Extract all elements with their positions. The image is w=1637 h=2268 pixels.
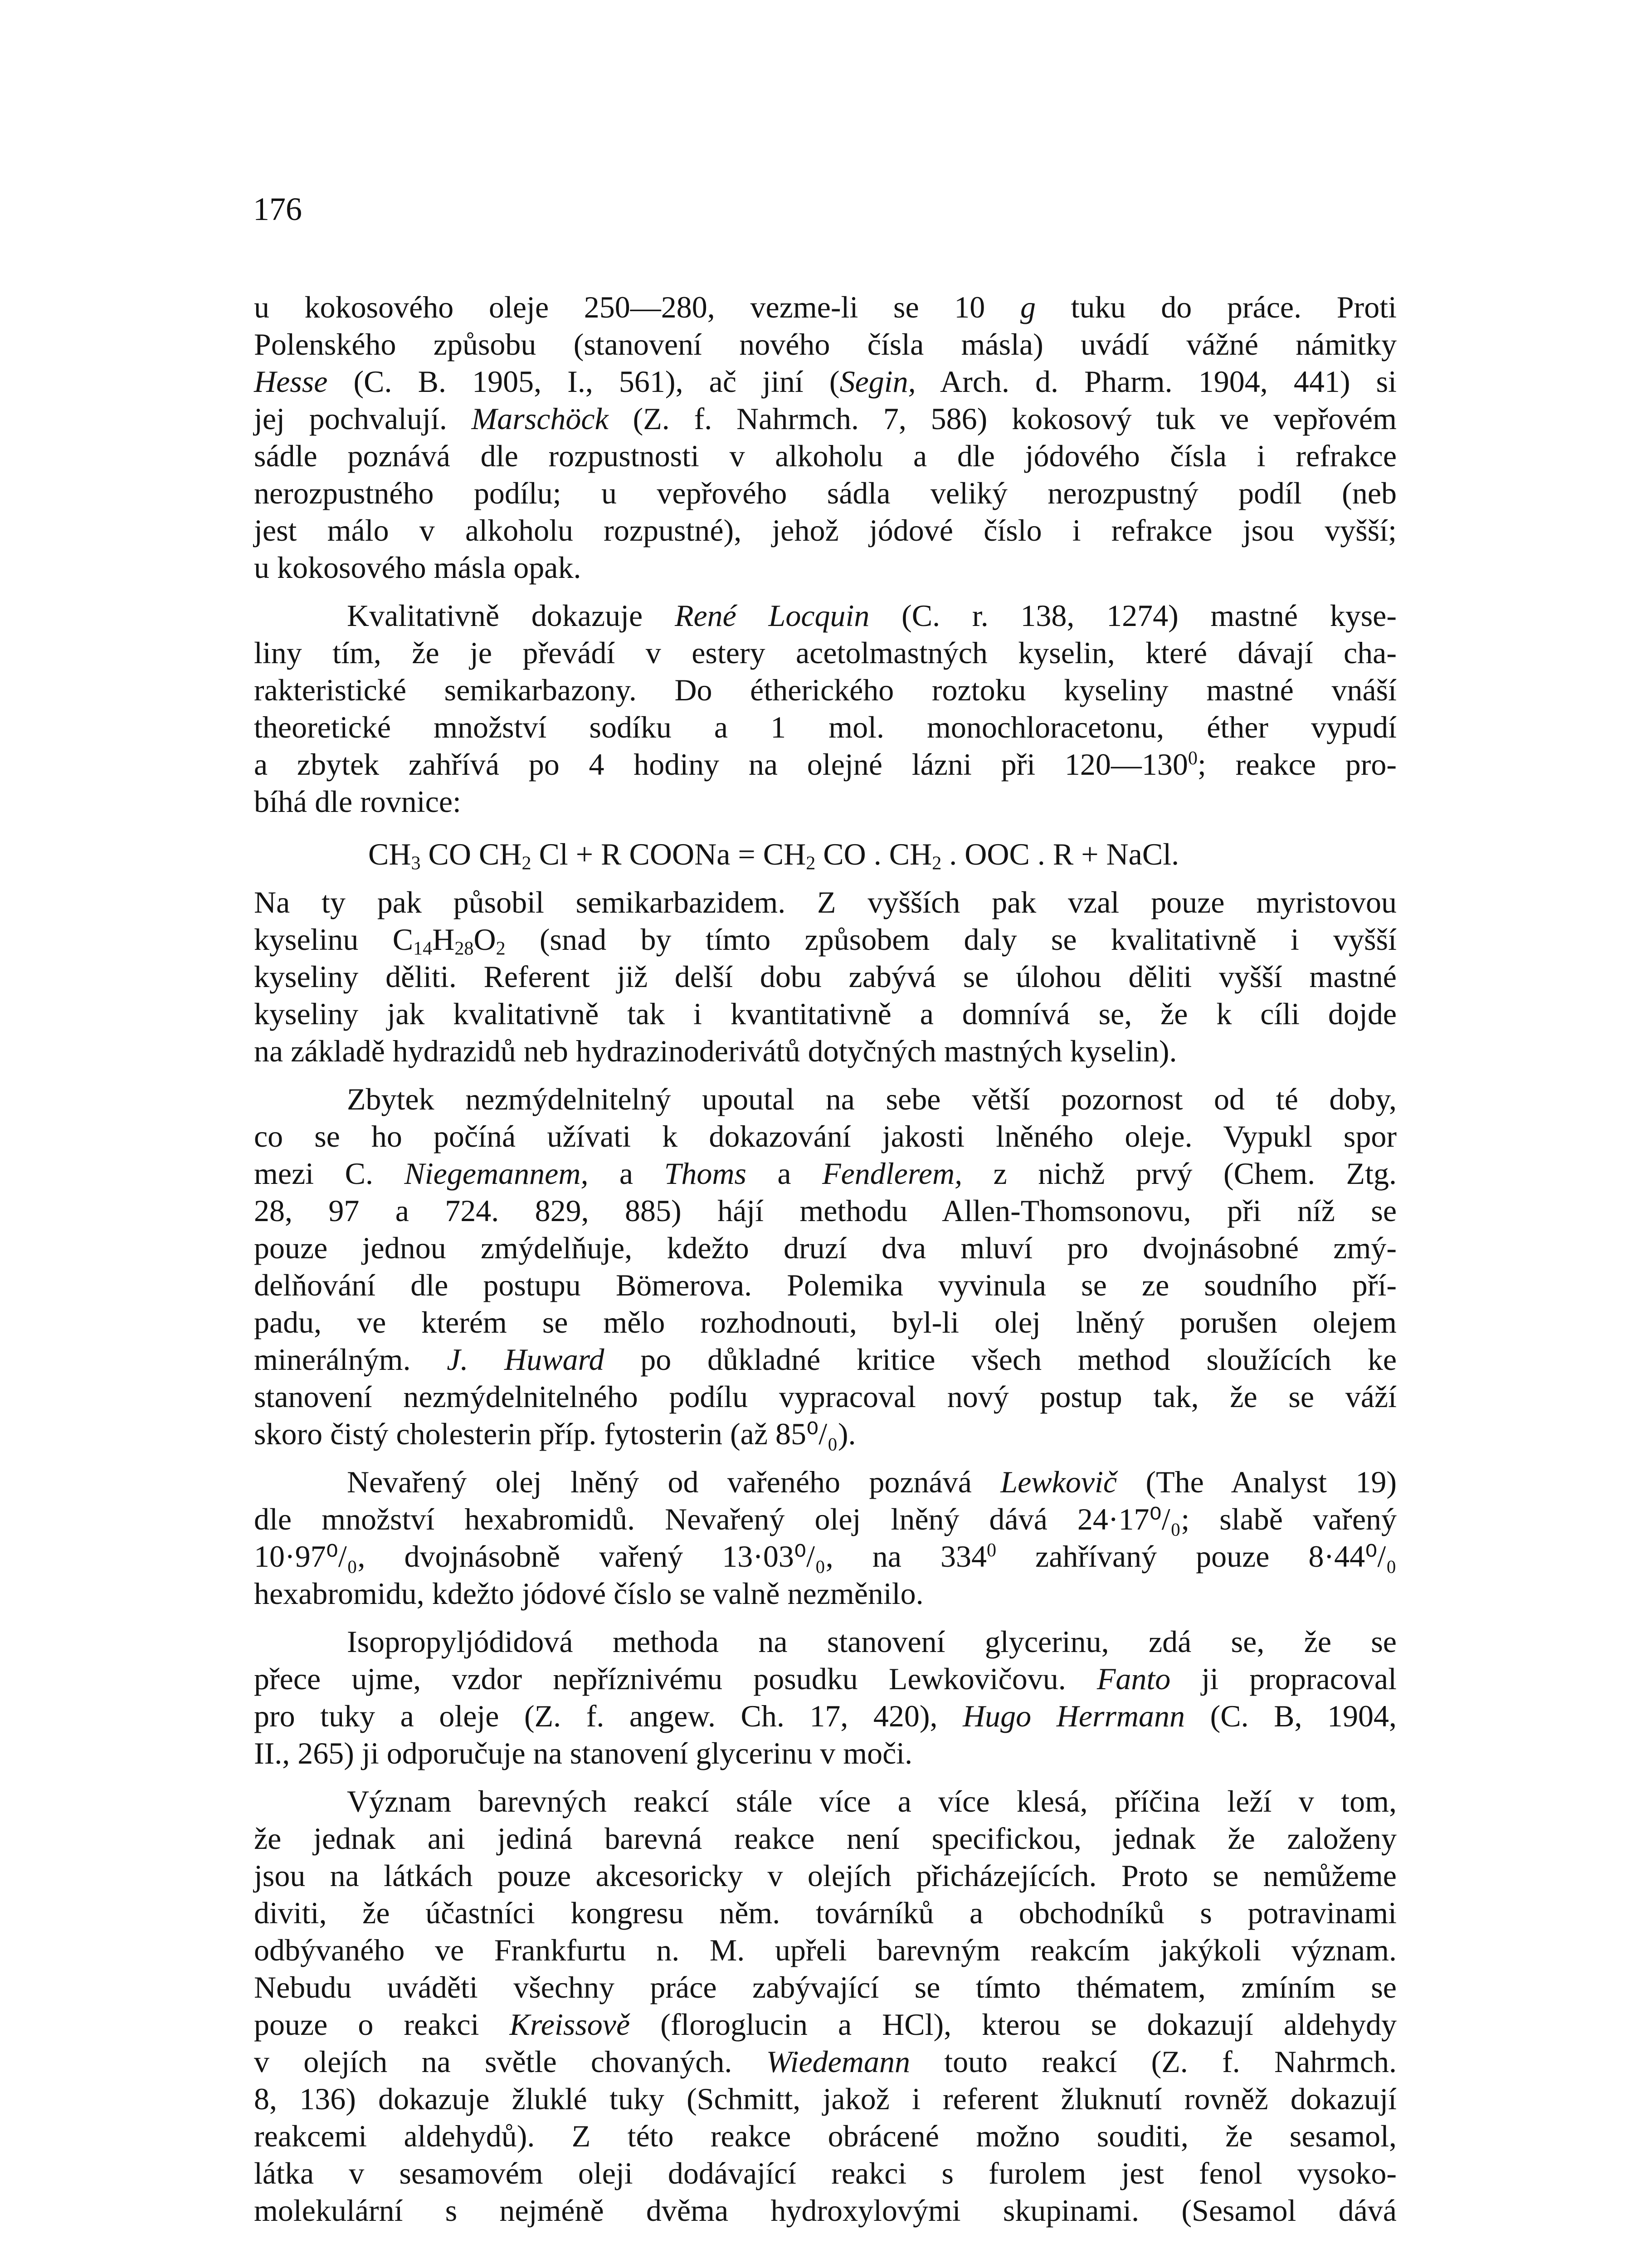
text-run: delňování dle postupu Bömerova. Polemika vyvinula se ze soudního pří- xyxy=(254,1268,1397,1302)
text-line xyxy=(254,2080,1397,2117)
text-line xyxy=(254,1660,1397,1697)
italic-name: Niegemannem, xyxy=(404,1156,589,1191)
text-run: stanovení nezmýdelnitelného podílu vypracoval nový postup tak, že se váží xyxy=(254,1379,1397,1414)
text-line xyxy=(254,746,1397,783)
paragraph xyxy=(254,884,1397,1070)
text-line xyxy=(254,1080,1397,1118)
text-line xyxy=(254,1501,1397,1538)
text-run: CO CH xyxy=(420,837,522,871)
text-line xyxy=(254,995,1397,1032)
text-run: CH xyxy=(368,837,411,871)
text-line xyxy=(254,2155,1397,2192)
text-line xyxy=(254,1155,1397,1192)
paragraph xyxy=(254,1463,1397,1612)
text-run: reakcemi aldehydů). Z této reakce obrácené možno souditi, že sesamol, xyxy=(254,2119,1397,2153)
text-run: po důkladné kritice všech method sloužících ke xyxy=(604,1342,1397,1377)
text-line xyxy=(254,437,1397,474)
script-text: 2 xyxy=(521,852,531,874)
italic-name: René Locquin xyxy=(674,598,870,633)
text-line xyxy=(254,2117,1397,2155)
text-line xyxy=(254,671,1397,709)
text-line xyxy=(254,958,1397,995)
text-run: odbývaného ve Frankfurtu n. M. upřeli barevným reakcím jakýkoli význam. xyxy=(254,1933,1397,1967)
text-run: jest málo v alkoholu rozpustné), jehož jódové číslo i refrakce jsou vyšší; xyxy=(254,513,1397,547)
text-line xyxy=(254,1894,1397,1931)
text-run: hexabromidu, kdežto jódové číslo se valně nezměnilo. xyxy=(254,1576,924,1611)
text-run: molekulární s nejméně dvěma hydroxylovými skupinami. (Sesamol dává xyxy=(254,2193,1397,2228)
text-run: (The Analyst 19) xyxy=(1117,1465,1397,1499)
text-line xyxy=(254,1697,1397,1735)
text-line xyxy=(254,1341,1397,1378)
text-run: kyseliny jak kvalitativně tak i kvantitativně a domnívá se, že k cíli dojde xyxy=(254,997,1397,1031)
italic-name: Wiedemann xyxy=(766,2044,910,2079)
text-run: diviti, že účastníci kongresu něm. továrníků a obchodníků s potravinami xyxy=(254,1896,1397,1930)
text-run: rakteristické semikarbazony. Do étherického roztoku kyseliny mastné vnáší xyxy=(254,673,1397,707)
italic-name: Lewkovič xyxy=(1000,1465,1117,1499)
page-number: 176 xyxy=(253,191,302,227)
text-line xyxy=(254,783,1397,820)
text-line xyxy=(254,1575,1397,1612)
text-line xyxy=(254,1032,1397,1070)
italic-name: J. Huward xyxy=(447,1342,604,1377)
text-run: látka v sesamovém oleji dodávající reakci s furolem jest fenol vysoko- xyxy=(254,2156,1397,2190)
text-line xyxy=(254,1538,1397,1575)
italic-name: Fendlerem, xyxy=(822,1156,963,1191)
text-run: 8, 136) dokazuje žluklé tuky (Schmitt, jakož i referent žluknutí rovněž dokazují xyxy=(254,2082,1397,2116)
paragraph xyxy=(254,1623,1397,1772)
text-run: Kvalitativně dokazuje xyxy=(347,598,675,633)
text-line xyxy=(254,1463,1397,1501)
text-run: kyselinu C xyxy=(254,922,414,957)
text-line xyxy=(254,634,1397,671)
text-run: Cl + R COONa = CH xyxy=(531,837,806,871)
text-line xyxy=(254,326,1397,363)
text-line xyxy=(254,363,1397,400)
text-line xyxy=(254,1229,1397,1266)
text-line xyxy=(254,1266,1397,1304)
body-text xyxy=(254,288,1397,2229)
text-run: . OOC . R + NaCl. xyxy=(941,837,1179,871)
script-text: 14 xyxy=(413,938,433,959)
text-line xyxy=(254,1378,1397,1415)
text-line xyxy=(254,1820,1397,1857)
script-text: 2 xyxy=(496,938,506,959)
text-line xyxy=(254,1931,1397,1969)
paragraph xyxy=(254,288,1397,586)
text-run: II., 265) ji odporučuje na stanovení glycerinu v moči. xyxy=(254,1736,913,1770)
text-run: (C. B, 1904, xyxy=(1185,1699,1397,1733)
text-run: skoro čistý cholesterin příp. fytosterin (až 85⁰/₀). xyxy=(254,1417,856,1451)
text-run: sádle poznává dle rozpustnosti v alkoholu a dle jódového čísla i refrakce xyxy=(254,439,1397,473)
text-run: CO . CH xyxy=(815,837,932,871)
italic-name: g xyxy=(1020,290,1036,324)
text-line xyxy=(254,474,1397,512)
text-run: Isopropyljódidová methoda na stanovení glycerinu, zdá se, že se xyxy=(347,1624,1397,1659)
text-run: pouze jednou zmýdelňuje, kdežto druzí dva mluví pro dvojnásobné zmý- xyxy=(254,1231,1397,1265)
text-run: dle množství hexabromidů. Nevařený olej lněný dává 24·17⁰/₀; slabě vařený xyxy=(254,1502,1397,1536)
script-text: 0 xyxy=(1188,747,1198,769)
text-run: Zbytek nezmýdelnitelný upoutal na sebe větší pozornost od té doby, xyxy=(347,1082,1397,1116)
text-line xyxy=(254,1735,1397,1772)
text-run: (floroglucin a HCl), kterou se dokazují aldehydy xyxy=(630,2007,1397,2042)
text-line xyxy=(254,1415,1397,1452)
text-run: a xyxy=(746,1156,823,1191)
text-run: touto reakcí (Z. f. Nahrmch. xyxy=(910,2044,1397,2079)
text-run: (C. r. 138, 1274) mastné kyse- xyxy=(869,598,1397,633)
text-run: a zbytek zahřívá po 4 hodiny na olejné lázni při 120—130 xyxy=(254,747,1188,782)
text-run: 28, 97 a 724. 829, 885) hájí methodu Allen-Thomsonovu, při níž se xyxy=(254,1193,1397,1228)
text-run: mezi C. xyxy=(254,1156,404,1191)
text-run: (Z. f. Nahrmch. 7, 586) kokosový tuk ve vepřovém xyxy=(608,401,1397,436)
text-run: bíhá dle rovnice: xyxy=(254,784,461,819)
text-run: z nichž prvý (Chem. Ztg. xyxy=(962,1156,1397,1191)
text-run: tuku do práce. Proti xyxy=(1035,290,1397,324)
text-line xyxy=(254,549,1397,586)
italic-name: Segin, xyxy=(839,364,916,399)
text-line xyxy=(254,2006,1397,2043)
script-text: 2 xyxy=(806,852,816,874)
chemical-equation xyxy=(254,836,1397,873)
text-line xyxy=(254,512,1397,549)
text-run: na základě hydrazidů neb hydrazinoderivátů dotyčných mastných kyselin). xyxy=(254,1034,1177,1068)
text-run: zahřívaný pouze 8·44⁰/₀ xyxy=(996,1539,1397,1574)
text-line xyxy=(254,709,1397,746)
text-run: (snad by tímto způsobem daly se kvalitativně i vyšší xyxy=(505,922,1397,957)
text-run: theoretické množství sodíku a 1 mol. monochloracetonu, éther vypudí xyxy=(254,710,1397,744)
text-run: u kokosového oleje 250—280, vezme-li se 10 xyxy=(254,290,1020,324)
text-line xyxy=(254,1857,1397,1894)
script-text: 0 xyxy=(986,1539,997,1561)
text-run: jej pochvalují. xyxy=(254,401,472,436)
text-run: minerálným. xyxy=(254,1342,447,1377)
text-run: pouze o reakci xyxy=(254,2007,510,2042)
italic-name: Thoms xyxy=(664,1156,746,1191)
italic-name: Marschöck xyxy=(471,401,609,436)
text-line xyxy=(254,288,1397,326)
text-run: přece ujme, vzdor nepříznivému posudku Lewkovičovu. xyxy=(254,1662,1097,1696)
text-run: H xyxy=(432,922,455,957)
text-line xyxy=(254,1623,1397,1660)
text-run: pro tuky a oleje (Z. f. angew. Ch. 17, 420), xyxy=(254,1699,963,1733)
italic-name: Fanto xyxy=(1096,1662,1171,1696)
text-run: jsou na látkách pouze akcesoricky v olejích přicházejících. Proto se nemůžeme xyxy=(254,1858,1397,1893)
text-line xyxy=(254,921,1397,958)
text-line xyxy=(254,2192,1397,2229)
text-run: 10·97⁰/₀, dvojnásobně vařený 13·03⁰/₀, na 334 xyxy=(254,1539,987,1574)
text-run: nerozpustného podílu; u vepřového sádla veliký nerozpustný podíl (neb xyxy=(254,476,1397,510)
text-run: liny tím, že je převádí v estery acetolmastných kyselin, které dávají cha- xyxy=(254,635,1397,670)
text-run: Polenského způsobu (stanovení nového čísla másla) uvádí vážné námitky xyxy=(254,327,1397,362)
script-text: 3 xyxy=(411,852,421,874)
text-line xyxy=(254,2043,1397,2080)
text-line xyxy=(368,836,1397,873)
italic-name: Hugo Herrmann xyxy=(963,1699,1185,1733)
text-line xyxy=(254,597,1397,634)
text-line xyxy=(254,1192,1397,1229)
text-line xyxy=(254,400,1397,437)
text-line xyxy=(254,884,1397,921)
italic-name: Hesse xyxy=(254,364,328,399)
paragraph xyxy=(254,597,1397,820)
script-text: 28 xyxy=(454,938,474,959)
text-run: (C. B. 1905, I., 561), ač jiní ( xyxy=(327,364,840,399)
paragraph xyxy=(254,1783,1397,2229)
text-run: Na ty pak působil semikarbazidem. Z vyšších pak vzal pouze myristovou xyxy=(254,885,1397,919)
paragraph xyxy=(254,1080,1397,1452)
text-run: O xyxy=(473,922,496,957)
text-line xyxy=(254,1304,1397,1341)
text-run: ; reakce pro- xyxy=(1197,747,1397,782)
text-run: Nebudu uváděti všechny práce zabývající se tímto thématem, zmíním se xyxy=(254,1970,1397,2004)
text-run: padu, ve kterém se mělo rozhodnouti, byl-li olej lněný porušen olejem xyxy=(254,1305,1397,1339)
text-run: co se ho počíná užívati k dokazování jakosti lněného oleje. Vypukl spor xyxy=(254,1119,1397,1154)
text-run: Nevařený olej lněný od vařeného poznává xyxy=(347,1465,1001,1499)
italic-name: Kreissově xyxy=(509,2007,630,2042)
text-run: Význam barevných reakcí stále více a více klesá, příčina leží v tom, xyxy=(347,1784,1397,1818)
text-run: a xyxy=(588,1156,664,1191)
script-text: 2 xyxy=(932,852,942,874)
text-run: že jednak ani jediná barevná reakce není specifickou, jednak že založeny xyxy=(254,1821,1397,1856)
text-run: kyseliny děliti. Referent již delší dobu zabývá se úlohou děliti vyšší mastné xyxy=(254,959,1397,994)
text-line xyxy=(254,1969,1397,2006)
text-line xyxy=(254,1118,1397,1155)
text-run: ji propracoval xyxy=(1170,1662,1397,1696)
text-line xyxy=(254,1783,1397,1820)
text-run: u kokosového másla opak. xyxy=(254,550,581,585)
text-run: Arch. d. Pharm. 1904, 441) si xyxy=(916,364,1397,399)
text-run: v olejích na světle chovaných. xyxy=(254,2044,766,2079)
